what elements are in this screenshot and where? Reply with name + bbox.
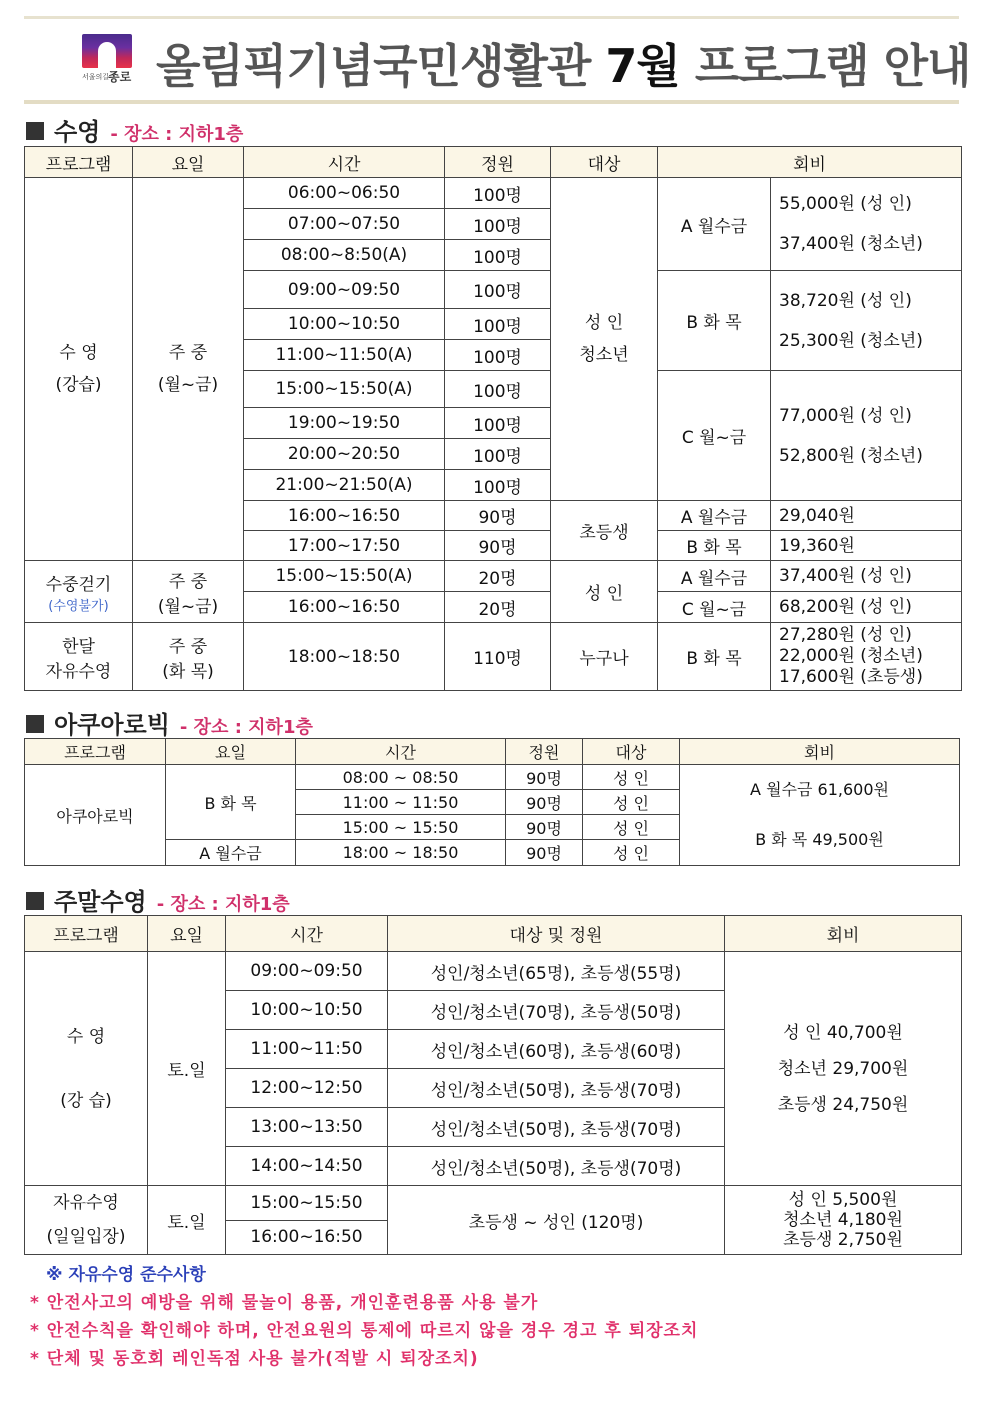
note-item: * 안전사고의 예방을 위해 물놀이 용품, 개인훈련용품 사용 불가 bbox=[30, 1293, 539, 1313]
target-cell: 성인/청소년(60명), 초등생(60명) bbox=[388, 1030, 725, 1069]
table-row bbox=[25, 561, 962, 592]
fee-youth: 25,300원 (청소년) bbox=[779, 330, 923, 351]
time-cell: 09:00~09:50 bbox=[226, 952, 388, 991]
fee-youth: 37,400원 (청소년) bbox=[779, 234, 923, 254]
header-cell: 대상 bbox=[583, 739, 680, 765]
time-cell: 12:00~12:50 bbox=[226, 1069, 388, 1108]
header-cell: 요일 bbox=[148, 916, 226, 952]
day-name: 주 중 bbox=[168, 343, 208, 363]
day-sub: (월~금) bbox=[157, 596, 219, 617]
fee-cell bbox=[725, 1186, 962, 1255]
capacity-cell: 100명 bbox=[445, 340, 551, 371]
target-adult: 성 인 bbox=[584, 313, 624, 333]
title-month: 7월 bbox=[605, 39, 680, 93]
section-location: - 장소 : 지하1층 bbox=[179, 717, 313, 738]
fee-group-cell: C 월~금 bbox=[658, 371, 771, 501]
capacity-cell: 110명 bbox=[445, 623, 551, 691]
fee-youth: 청소년 29,700원 bbox=[777, 1058, 909, 1079]
program-cell: 아쿠아로빅 bbox=[25, 765, 166, 866]
gate-icon bbox=[82, 34, 132, 68]
day-sub: (월~금) bbox=[157, 375, 219, 395]
section-name: 수영 bbox=[54, 118, 101, 146]
time-cell: 10:00~10:50 bbox=[244, 309, 445, 340]
fee-adult: 성 인 5,500원 bbox=[788, 1190, 898, 1210]
fee-group-cell: B 화 목 bbox=[658, 531, 771, 561]
target-youth: 청소년 bbox=[579, 345, 629, 365]
section-title-aqua bbox=[26, 705, 313, 740]
square-bullet-icon bbox=[26, 122, 44, 140]
fee-group-cell: A 월수금 bbox=[658, 561, 771, 592]
fee-cell bbox=[680, 765, 960, 866]
aqua-table bbox=[24, 738, 960, 866]
fee-cell bbox=[771, 371, 962, 501]
logo-sub: 서울의길 bbox=[82, 73, 110, 81]
header-cell: 정원 bbox=[445, 147, 551, 178]
capacity-cell: 100명 bbox=[445, 439, 551, 470]
time-cell: 13:00~13:50 bbox=[226, 1108, 388, 1147]
fee-group-cell: A 월수금 bbox=[658, 178, 771, 271]
weekend-table bbox=[24, 915, 962, 1255]
fee-kids: 초등생 2,750원 bbox=[783, 1230, 903, 1250]
program-name: 한달 bbox=[62, 636, 95, 657]
capacity-cell: 100명 bbox=[445, 470, 551, 501]
notes bbox=[30, 1260, 960, 1372]
time-cell: 15:00 ~ 15:50 bbox=[296, 815, 506, 840]
swim-table bbox=[24, 146, 962, 691]
target-cell: 성인/청소년(50명), 초등생(70명) bbox=[388, 1069, 725, 1108]
table-row bbox=[25, 623, 962, 691]
section-name: 주말수영 bbox=[54, 888, 147, 916]
fee-adult: 77,000원 (성 인) bbox=[779, 405, 912, 426]
time-cell: 16:00~16:50 bbox=[226, 1220, 388, 1255]
day-cell: B 화 목 bbox=[166, 765, 296, 840]
time-cell: 16:00~16:50 bbox=[244, 501, 445, 531]
time-cell: 08:00~8:50(A) bbox=[244, 240, 445, 271]
header-cell: 시간 bbox=[226, 916, 388, 952]
program-name: 수 영 bbox=[59, 343, 98, 363]
table-row bbox=[25, 178, 962, 209]
target-cell: 성 인 bbox=[583, 815, 680, 840]
fee-cell: 37,400원 (성 인) bbox=[771, 561, 962, 592]
time-cell: 11:00~11:50(A) bbox=[244, 340, 445, 371]
note-item: * 단체 및 동호회 레인독점 사용 불가(적발 시 퇴장조치) bbox=[30, 1349, 479, 1369]
fee-cell: 68,200원 (성 인) bbox=[771, 592, 962, 623]
fee-adult: 55,000원 (성 인) bbox=[779, 194, 912, 214]
day-cell bbox=[133, 623, 244, 691]
program-name: 수 영 bbox=[66, 1026, 106, 1047]
capacity-cell: 20명 bbox=[445, 592, 551, 623]
note-item: * 안전수칙을 확인해야 하며, 안전요원의 통제에 따르지 않을 경우 경고 후 퇴장조치 bbox=[30, 1321, 699, 1341]
time-cell: 08:00 ~ 08:50 bbox=[296, 765, 506, 790]
time-cell: 11:00~11:50 bbox=[226, 1030, 388, 1069]
capacity-cell: 90명 bbox=[506, 765, 583, 790]
day-cell bbox=[133, 178, 244, 561]
fee-adult: 27,280원 (성 인) bbox=[779, 625, 912, 645]
title-facility: 올림픽기념국민생활관 bbox=[156, 39, 591, 93]
fee-a: A 월수금 61,600원 bbox=[750, 780, 889, 799]
capacity-cell: 100명 bbox=[445, 309, 551, 340]
section-location: - 장소 : 지하1층 bbox=[110, 124, 244, 145]
capacity-cell: 90명 bbox=[506, 790, 583, 815]
table-row bbox=[25, 1186, 962, 1221]
capacity-cell: 100명 bbox=[445, 371, 551, 408]
target-cell: 성인/청소년(50명), 초등생(70명) bbox=[388, 1147, 725, 1186]
time-cell: 20:00~20:50 bbox=[244, 439, 445, 470]
header-cell: 프로그램 bbox=[25, 916, 148, 952]
fee-cell bbox=[771, 271, 962, 371]
fee-youth: 52,800원 (청소년) bbox=[779, 445, 923, 466]
capacity-cell: 20명 bbox=[445, 561, 551, 592]
fee-cell bbox=[771, 623, 962, 691]
target-cell: 성인/청소년(50명), 초등생(70명) bbox=[388, 1108, 725, 1147]
logo-name: 종로 bbox=[108, 70, 132, 84]
fee-kids: 17,600원 (초등생) bbox=[779, 667, 923, 687]
section-name: 아쿠아로빅 bbox=[54, 711, 170, 739]
time-cell: 11:00 ~ 11:50 bbox=[296, 790, 506, 815]
fee-b: B 화 목 49,500원 bbox=[755, 830, 884, 849]
capacity-cell: 100명 bbox=[445, 271, 551, 309]
target-cell: 초등생 ~ 성인 (120명) bbox=[388, 1186, 725, 1255]
fee-youth: 22,000원 (청소년) bbox=[779, 646, 923, 666]
time-cell: 10:00~10:50 bbox=[226, 991, 388, 1030]
program-cell bbox=[25, 561, 133, 623]
capacity-cell: 90명 bbox=[445, 531, 551, 561]
program-sub: 자유수영 bbox=[45, 661, 112, 682]
fee-adult: 성 인 40,700원 bbox=[783, 1022, 903, 1043]
header-cell: 시간 bbox=[296, 739, 506, 765]
target-cell: 누구나 bbox=[551, 623, 658, 691]
capacity-cell: 90명 bbox=[506, 840, 583, 866]
fee-youth: 청소년 4,180원 bbox=[783, 1210, 903, 1230]
program-note: (수영불가) bbox=[48, 598, 109, 614]
table-header-row bbox=[25, 739, 960, 765]
fee-group-cell: A 월수금 bbox=[658, 501, 771, 531]
section-title-weekend bbox=[26, 882, 290, 917]
table-row bbox=[25, 765, 960, 790]
top-rule bbox=[24, 16, 959, 19]
target-cell: 성 인 bbox=[551, 561, 658, 623]
time-cell: 14:00~14:50 bbox=[226, 1147, 388, 1186]
time-cell: 06:00~06:50 bbox=[244, 178, 445, 209]
program-cell bbox=[25, 178, 133, 561]
time-cell: 07:00~07:50 bbox=[244, 209, 445, 240]
fee-cell bbox=[771, 178, 962, 271]
header-cell: 회비 bbox=[680, 739, 960, 765]
program-sub: (강 습) bbox=[60, 1090, 112, 1111]
time-cell: 15:00~15:50 bbox=[226, 1186, 388, 1221]
target-cell: 성 인 bbox=[583, 790, 680, 815]
fee-kids: 초등생 24,750원 bbox=[777, 1094, 909, 1115]
header-cell: 시간 bbox=[244, 147, 445, 178]
square-bullet-icon bbox=[26, 715, 44, 733]
program-sub: (일일입장) bbox=[46, 1227, 126, 1247]
program-sub: (강습) bbox=[55, 375, 102, 395]
notes-title: ※ 자유수영 준수사항 bbox=[46, 1265, 206, 1285]
time-cell: 18:00 ~ 18:50 bbox=[296, 840, 506, 866]
fee-cell: 19,360원 bbox=[771, 531, 962, 561]
header-cell: 회비 bbox=[725, 916, 962, 952]
day-cell bbox=[133, 561, 244, 623]
time-cell: 09:00~09:50 bbox=[244, 271, 445, 309]
header-cell: 요일 bbox=[166, 739, 296, 765]
header-cell: 프로그램 bbox=[25, 739, 166, 765]
day-sub: (화 목) bbox=[162, 661, 214, 682]
fee-group-cell: C 월~금 bbox=[658, 592, 771, 623]
capacity-cell: 90명 bbox=[445, 501, 551, 531]
table-header-row bbox=[25, 916, 962, 952]
program-name: 수중걷기 bbox=[45, 574, 112, 595]
day-name: 주 중 bbox=[168, 571, 208, 592]
time-cell: 15:00~15:50(A) bbox=[244, 371, 445, 408]
target-cell: 성인/청소년(70명), 초등생(50명) bbox=[388, 991, 725, 1030]
jongno-logo bbox=[82, 34, 132, 90]
target-cell: 성 인 bbox=[583, 840, 680, 866]
target-cell: 성인/청소년(65명), 초등생(55명) bbox=[388, 952, 725, 991]
day-cell: 토.일 bbox=[148, 1186, 226, 1255]
square-bullet-icon bbox=[26, 892, 44, 910]
section-location: - 장소 : 지하1층 bbox=[156, 894, 290, 915]
capacity-cell: 100명 bbox=[445, 178, 551, 209]
header-cell: 대상 bbox=[551, 147, 658, 178]
capacity-cell: 100명 bbox=[445, 408, 551, 439]
fee-adult: 38,720원 (성 인) bbox=[779, 290, 912, 311]
header-cell: 회비 bbox=[658, 147, 962, 178]
time-cell: 19:00~19:50 bbox=[244, 408, 445, 439]
target-cell: 초등생 bbox=[551, 501, 658, 561]
day-cell: 토.일 bbox=[148, 952, 226, 1186]
time-cell: 17:00~17:50 bbox=[244, 531, 445, 561]
table-header-row bbox=[25, 147, 962, 178]
title-underline bbox=[24, 100, 959, 104]
time-cell: 16:00~16:50 bbox=[244, 592, 445, 623]
section-title-swim bbox=[26, 112, 243, 147]
title-suffix: 프로그램 안내 bbox=[694, 39, 971, 93]
header-cell: 정원 bbox=[506, 739, 583, 765]
capacity-cell: 100명 bbox=[445, 209, 551, 240]
page-title bbox=[156, 30, 971, 96]
time-cell: 15:00~15:50(A) bbox=[244, 561, 445, 592]
program-cell bbox=[25, 952, 148, 1186]
fee-group-cell: B 화 목 bbox=[658, 623, 771, 691]
time-cell: 21:00~21:50(A) bbox=[244, 470, 445, 501]
target-cell: 성 인 bbox=[583, 765, 680, 790]
program-cell bbox=[25, 623, 133, 691]
fee-cell bbox=[725, 952, 962, 1186]
header-cell: 대상 및 정원 bbox=[388, 916, 725, 952]
day-cell: A 월수금 bbox=[166, 840, 296, 866]
program-cell bbox=[25, 1186, 148, 1255]
day-name: 주 중 bbox=[168, 636, 208, 657]
time-cell: 18:00~18:50 bbox=[244, 623, 445, 691]
fee-group-cell: B 화 목 bbox=[658, 271, 771, 371]
fee-cell: 29,040원 bbox=[771, 501, 962, 531]
target-cell bbox=[551, 178, 658, 501]
table-row bbox=[25, 952, 962, 991]
capacity-cell: 90명 bbox=[506, 815, 583, 840]
header-cell: 프로그램 bbox=[25, 147, 133, 178]
capacity-cell: 100명 bbox=[445, 240, 551, 271]
page-header bbox=[24, 24, 971, 94]
header-cell: 요일 bbox=[133, 147, 244, 178]
program-name: 자유수영 bbox=[53, 1193, 119, 1213]
